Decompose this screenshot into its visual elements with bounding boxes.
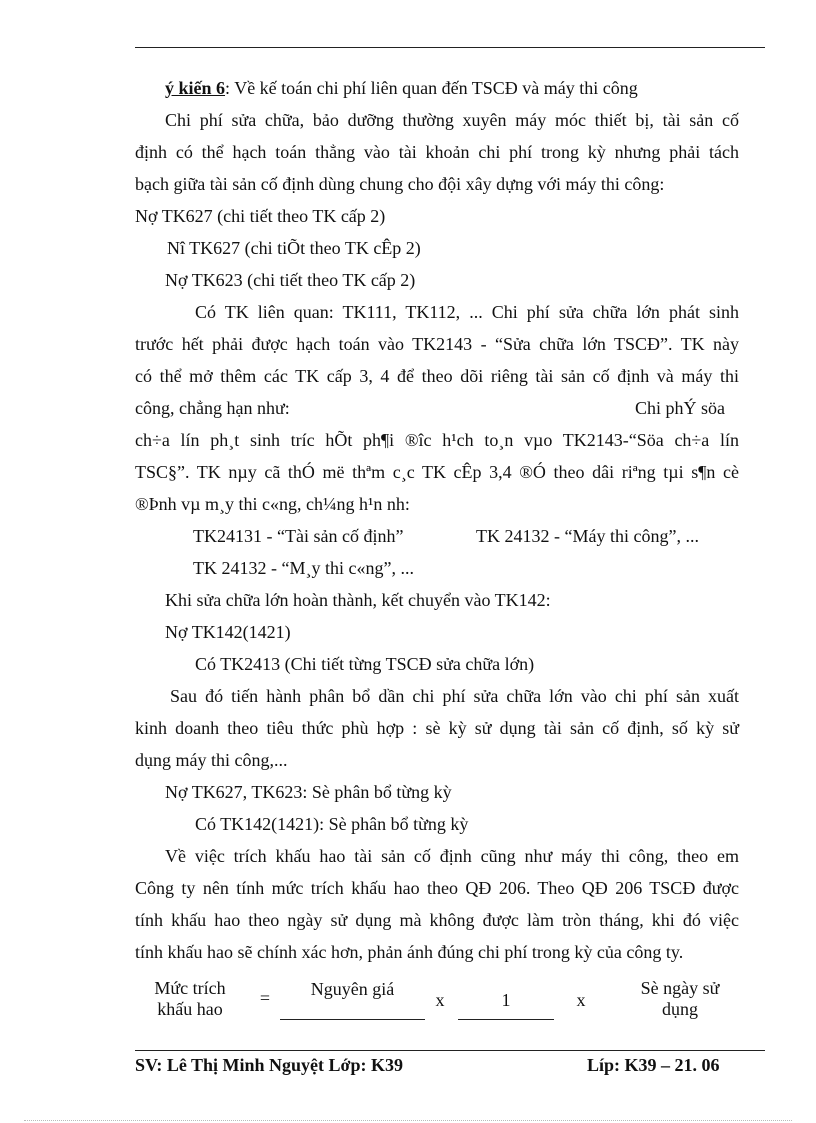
footer-class: Líp: K39 – 21. 06 [587, 1055, 720, 1075]
header-rule [135, 47, 765, 48]
paragraph-line: Chi phÝ söa [635, 398, 725, 418]
fraction-bar [280, 1019, 425, 1020]
entry-line: Nợ TK623 (chi tiết theo TK cấp 2) [165, 270, 416, 290]
paragraph-line: Sau đó tiến hành phân bổ dần chi phí sửa chữa lớn vào chi phí sản xuất [170, 686, 739, 706]
paragraph-line: trước hết phải được hạch toán vào TK2143 - “Sửa chữa lớn TSCĐ”. TK này [135, 334, 739, 354]
paragraph-line: Về việc trích khấu hao tài sản cố định cũng như máy thi công, theo em [165, 846, 739, 866]
account-item: TK24131 - “Tài sản cố định” [193, 526, 404, 546]
paragraph-line: dụng máy thi công,... [135, 750, 288, 770]
entry-line: Nợ TK627 (chi tiết theo TK cấp 2) [135, 206, 386, 226]
paragraph-line: kinh doanh theo tiêu thức phù hợp : sè kỳ sử dụng tài sản cố định, số kỳ sử [135, 718, 739, 738]
paragraph-line: ®Þnh vµ m¸y thi c«ng, ch¼ng h¹n nh: [135, 494, 410, 514]
formula-times: x [435, 990, 445, 1010]
account-item: TK 24132 - “Máy thi công”, ... [476, 526, 699, 546]
footer-rule [135, 1050, 765, 1051]
entry-line: Nợ TK142(1421) [165, 622, 291, 642]
formula-lhs-line1: Mức trích [154, 978, 226, 998]
entry-line: Có TK2413 (Chi tiết từng TSCĐ sửa chữa lớn) [195, 654, 535, 674]
formula-numerator-cost: Nguyên giá [310, 979, 395, 999]
paragraph-line: ch÷a lín ph¸t sinh tríc hÕt ph¶i ®îc h¹ch to¸n vµo TK2143-“Söa ch÷a lín [135, 430, 739, 450]
fraction-bar [458, 1019, 554, 1020]
formula-rhs-line1: Sè ngày sử [640, 978, 720, 998]
paragraph-line: có thể mở thêm các TK cấp 3, 4 để theo dõi riêng tài sản cố định và máy thi [135, 366, 739, 386]
paragraph-line: tính khấu hao theo ngày sử dụng mà không được làm tròn tháng, khi đó việc [135, 910, 739, 930]
heading-label: ý kiến 6 [165, 78, 226, 98]
entry-line: Có TK142(1421): Sè phân bổ từng kỳ [195, 814, 469, 834]
formula-numerator-one: 1 [501, 990, 511, 1010]
paragraph-line: Chi phí sửa chữa, bảo dưỡng thường xuyên máy móc thiết bị, tài sản cố [165, 110, 739, 130]
heading-text: : Về kế toán chi phí liên quan đến TSCĐ và máy thi công [225, 78, 638, 98]
section-heading [165, 77, 638, 99]
footer-student: SV: Lê Thị Minh Nguyệt Lớp: K39 [135, 1055, 404, 1075]
formula-rhs-line2: dụng [662, 999, 698, 1019]
paragraph-line: định có thể hạch toán thẳng vào tài khoản chi phí trong kỳ nhưng phải tách [135, 142, 739, 162]
formula-equals: = [259, 988, 271, 1008]
paragraph-line: TSC§”. TK nµy cã thÓ më thªm c¸c TK cÊp 3,4 ®Ó theo dâi riªng tµi s¶n cè [135, 462, 739, 482]
paragraph-line: bạch giữa tài sản cố định dùng chung cho đội xây dựng với máy thi công: [135, 174, 665, 194]
page-edge [24, 1120, 792, 1121]
formula-times: x [576, 990, 586, 1010]
paragraph-line: tính khấu hao sẽ chính xác hơn, phản ánh đúng chi phí trong kỳ của công ty. [135, 942, 684, 962]
paragraph-line: Khi sửa chữa lớn hoàn thành, kết chuyển vào TK142: [165, 590, 551, 610]
entry-line: Nî TK627 (chi tiÕt theo TK cÊp 2) [167, 238, 421, 258]
account-item: TK 24132 - “M¸y thi c«ng”, ... [193, 558, 414, 578]
paragraph-line: công, chẳng hạn như: [135, 398, 290, 418]
entry-line: Nợ TK627, TK623: Sè phân bổ từng kỳ [165, 782, 452, 802]
formula-lhs-line2: khấu hao [157, 999, 223, 1019]
paragraph-line: Công ty nên tính mức trích khấu hao theo QĐ 206. Theo QĐ 206 TSCĐ được [135, 878, 739, 898]
paragraph-line: Có TK liên quan: TK111, TK112, ... Chi phí sửa chữa lớn phát sinh [195, 302, 739, 322]
